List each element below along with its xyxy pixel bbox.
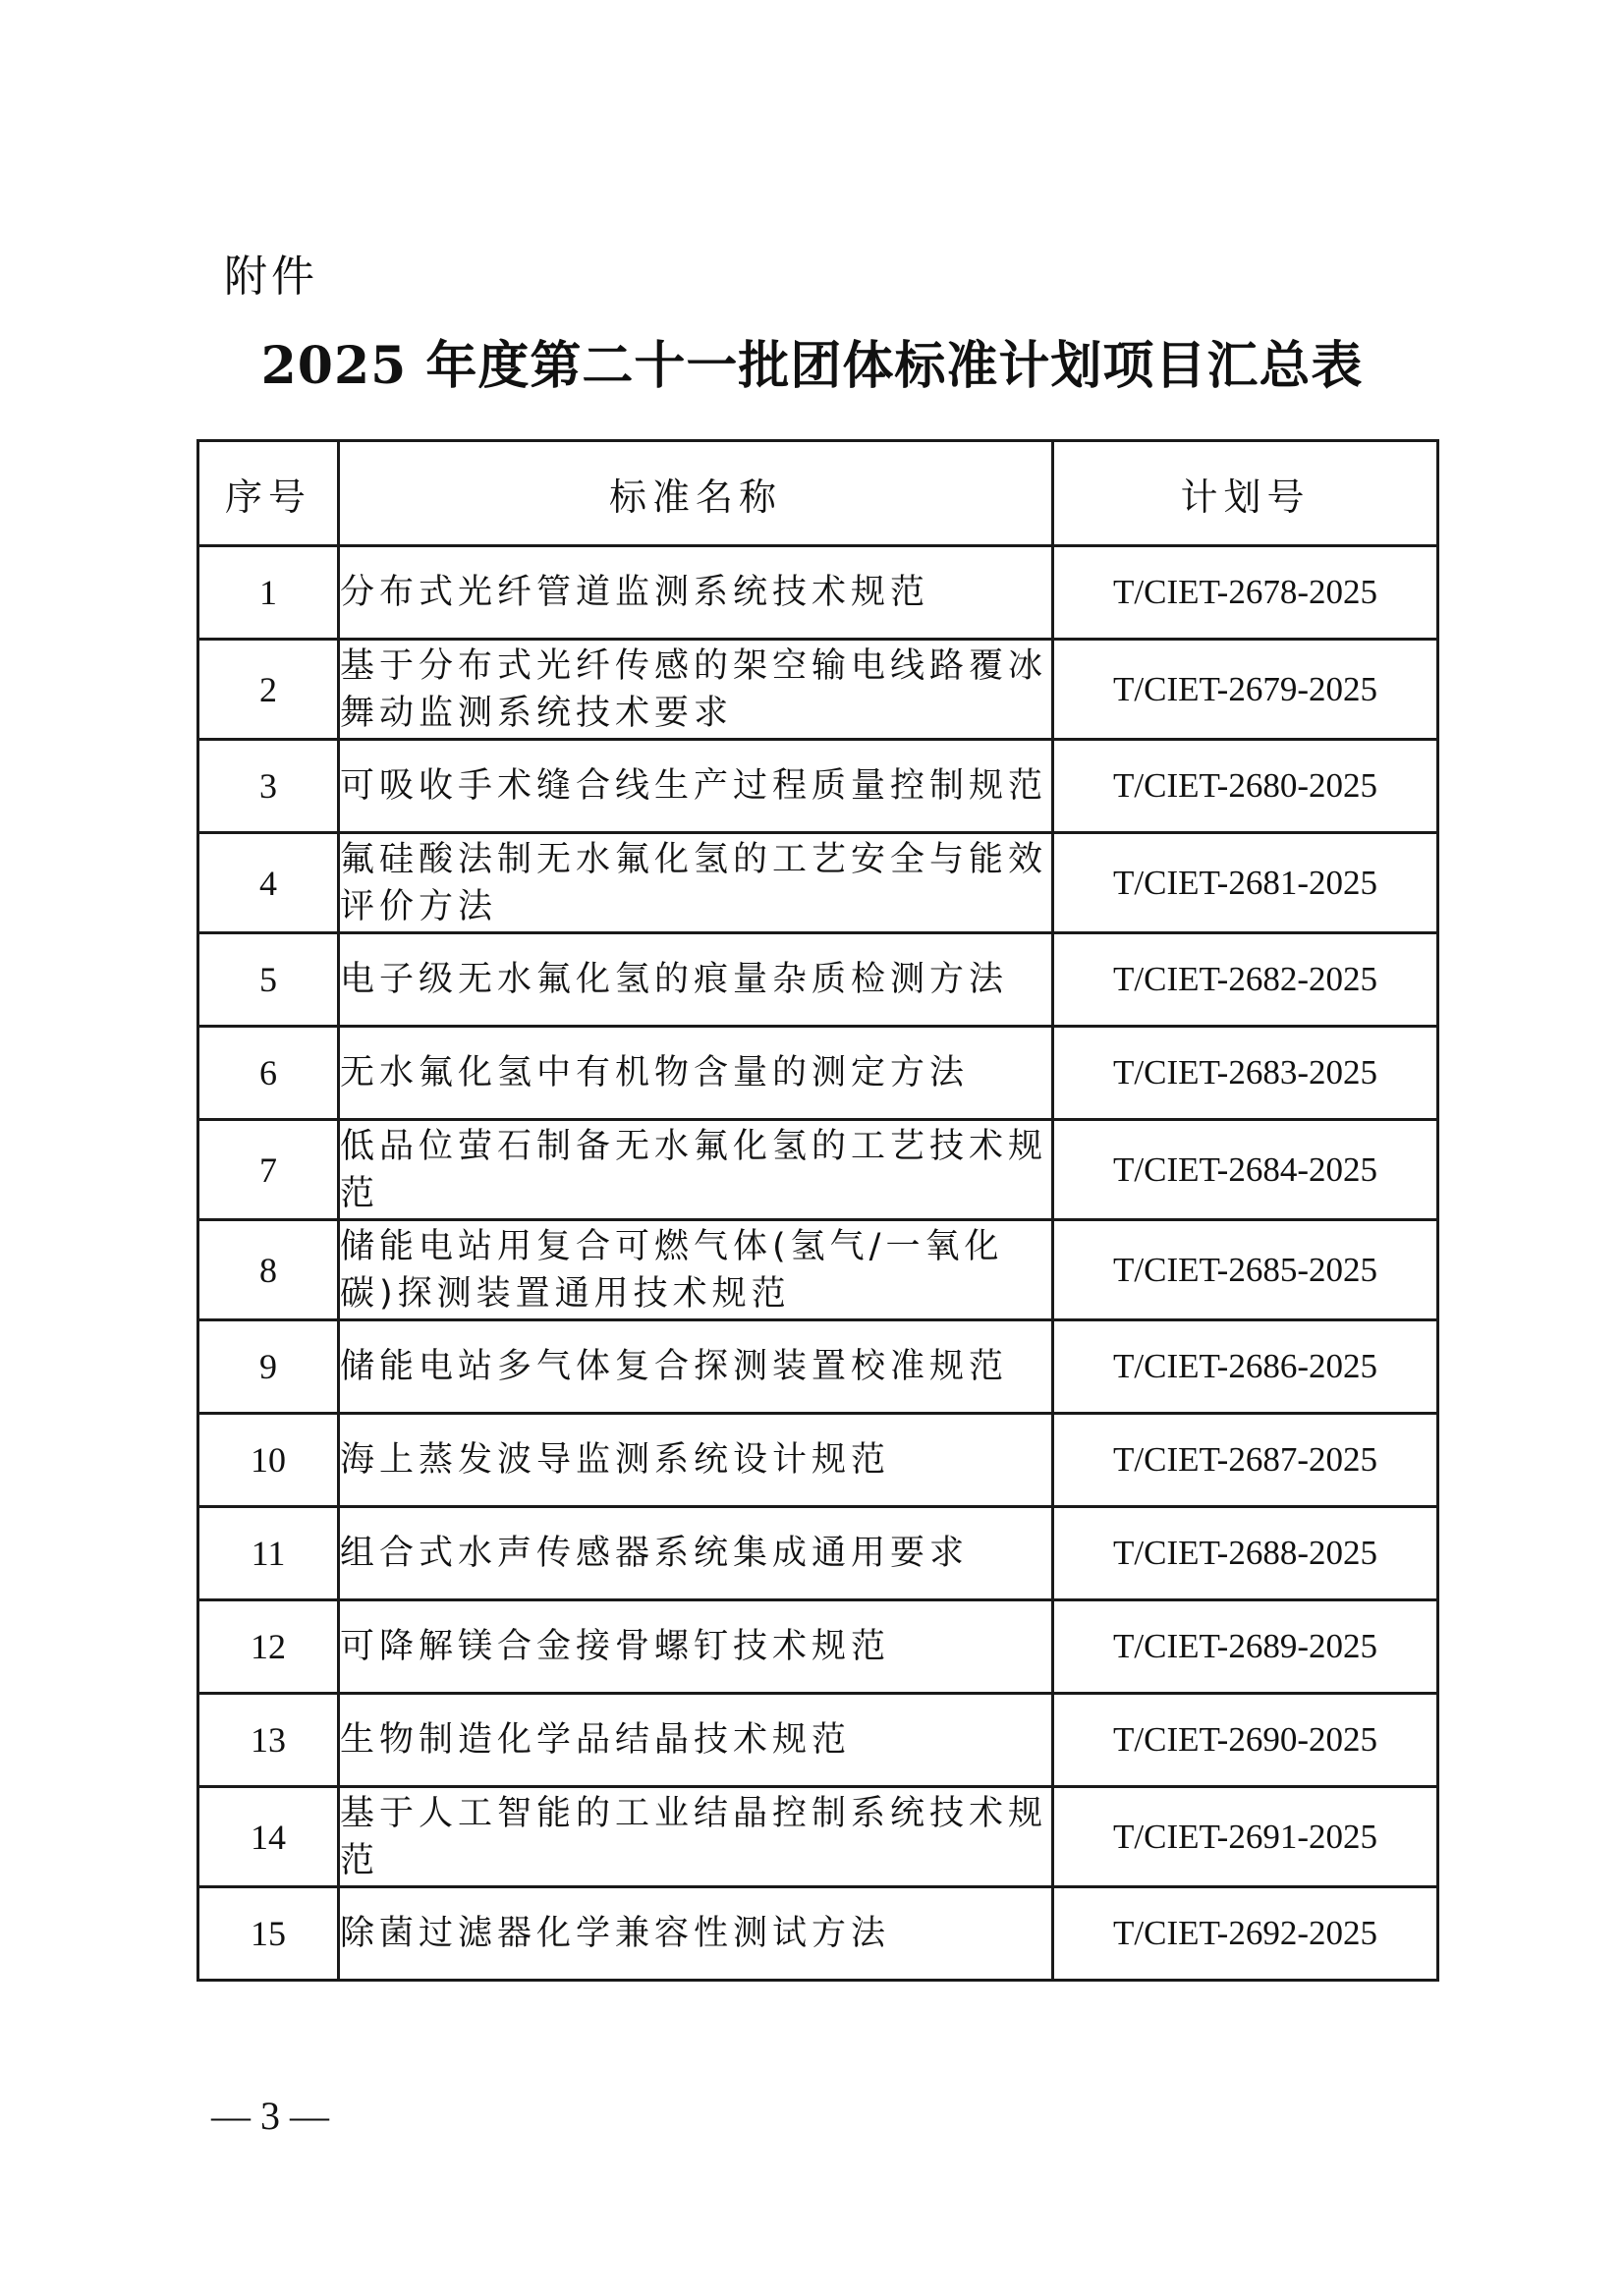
- row-standard-name: 氟硅酸法制无水氟化氢的工艺安全与能效评价方法: [339, 833, 1053, 933]
- row-standard-name: 低品位萤石制备无水氟化氢的工艺技术规范: [339, 1120, 1053, 1220]
- row-plan-code: T/CIET-2681-2025: [1053, 833, 1438, 933]
- attachment-label: 附件: [224, 252, 318, 302]
- row-plan-code: T/CIET-2686-2025: [1053, 1320, 1438, 1414]
- row-index: 12: [198, 1600, 339, 1694]
- row-index: 6: [198, 1027, 339, 1120]
- row-plan-code: T/CIET-2685-2025: [1053, 1220, 1438, 1320]
- table-row: [198, 1787, 1438, 1887]
- row-standard-name: 可吸收手术缝合线生产过程质量控制规范: [339, 740, 1053, 833]
- row-index: 11: [198, 1507, 339, 1600]
- row-index: 1: [198, 546, 339, 640]
- table-row: [198, 640, 1438, 740]
- row-standard-name: 海上蒸发波导监测系统设计规范: [339, 1414, 1053, 1507]
- row-index: 2: [198, 640, 339, 740]
- row-index: 4: [198, 833, 339, 933]
- row-plan-code: T/CIET-2682-2025: [1053, 933, 1438, 1027]
- row-standard-name: 基于人工智能的工业结晶控制系统技术规范: [339, 1787, 1053, 1887]
- row-standard-name: 生物制造化学品结晶技术规范: [339, 1694, 1053, 1787]
- header-name: 标准名称: [339, 441, 1053, 546]
- row-plan-code: T/CIET-2680-2025: [1053, 740, 1438, 833]
- row-standard-name: 储能电站多气体复合探测装置校准规范: [339, 1320, 1053, 1414]
- row-plan-code: T/CIET-2690-2025: [1053, 1694, 1438, 1787]
- table-row: [198, 1320, 1438, 1414]
- row-standard-name: 无水氟化氢中有机物含量的测定方法: [339, 1027, 1053, 1120]
- row-plan-code: T/CIET-2691-2025: [1053, 1787, 1438, 1887]
- header-index: 序号: [198, 441, 339, 546]
- row-index: 5: [198, 933, 339, 1027]
- page-number: — 3 —: [211, 2094, 329, 2138]
- table-row: [198, 1027, 1438, 1120]
- row-index: 7: [198, 1120, 339, 1220]
- row-index: 14: [198, 1787, 339, 1887]
- row-plan-code: T/CIET-2683-2025: [1053, 1027, 1438, 1120]
- row-standard-name: 分布式光纤管道监测系统技术规范: [339, 546, 1053, 640]
- table-row: [198, 1120, 1438, 1220]
- row-index: 10: [198, 1414, 339, 1507]
- header-code: 计划号: [1053, 441, 1438, 546]
- table-row: [198, 1887, 1438, 1981]
- row-plan-code: T/CIET-2688-2025: [1053, 1507, 1438, 1600]
- table-header-row: [198, 441, 1438, 546]
- row-plan-code: T/CIET-2684-2025: [1053, 1120, 1438, 1220]
- table-row: [198, 1220, 1438, 1320]
- row-index: 15: [198, 1887, 339, 1981]
- row-plan-code: T/CIET-2678-2025: [1053, 546, 1438, 640]
- row-standard-name: 可降解镁合金接骨螺钉技术规范: [339, 1600, 1053, 1694]
- row-standard-name: 储能电站用复合可燃气体(氢气/一氧化碳)探测装置通用技术规范: [339, 1220, 1053, 1320]
- standards-summary-table: [196, 439, 1439, 1982]
- row-standard-name: 基于分布式光纤传感的架空输电线路覆冰舞动监测系统技术要求: [339, 640, 1053, 740]
- table-row: [198, 1507, 1438, 1600]
- table-row: [198, 1600, 1438, 1694]
- row-plan-code: T/CIET-2692-2025: [1053, 1887, 1438, 1981]
- row-index: 3: [198, 740, 339, 833]
- table-row: [198, 546, 1438, 640]
- row-standard-name: 组合式水声传感器系统集成通用要求: [339, 1507, 1053, 1600]
- table-row: [198, 833, 1438, 933]
- row-standard-name: 除菌过滤器化学兼容性测试方法: [339, 1887, 1053, 1981]
- document-title: 2025 年度第二十一批团体标准计划项目汇总表: [260, 336, 1364, 396]
- row-index: 9: [198, 1320, 339, 1414]
- row-standard-name: 电子级无水氟化氢的痕量杂质检测方法: [339, 933, 1053, 1027]
- table-row: [198, 1694, 1438, 1787]
- table-row: [198, 740, 1438, 833]
- table-row: [198, 1414, 1438, 1507]
- row-plan-code: T/CIET-2687-2025: [1053, 1414, 1438, 1507]
- row-index: 13: [198, 1694, 339, 1787]
- row-plan-code: T/CIET-2679-2025: [1053, 640, 1438, 740]
- table-row: [198, 933, 1438, 1027]
- row-index: 8: [198, 1220, 339, 1320]
- row-plan-code: T/CIET-2689-2025: [1053, 1600, 1438, 1694]
